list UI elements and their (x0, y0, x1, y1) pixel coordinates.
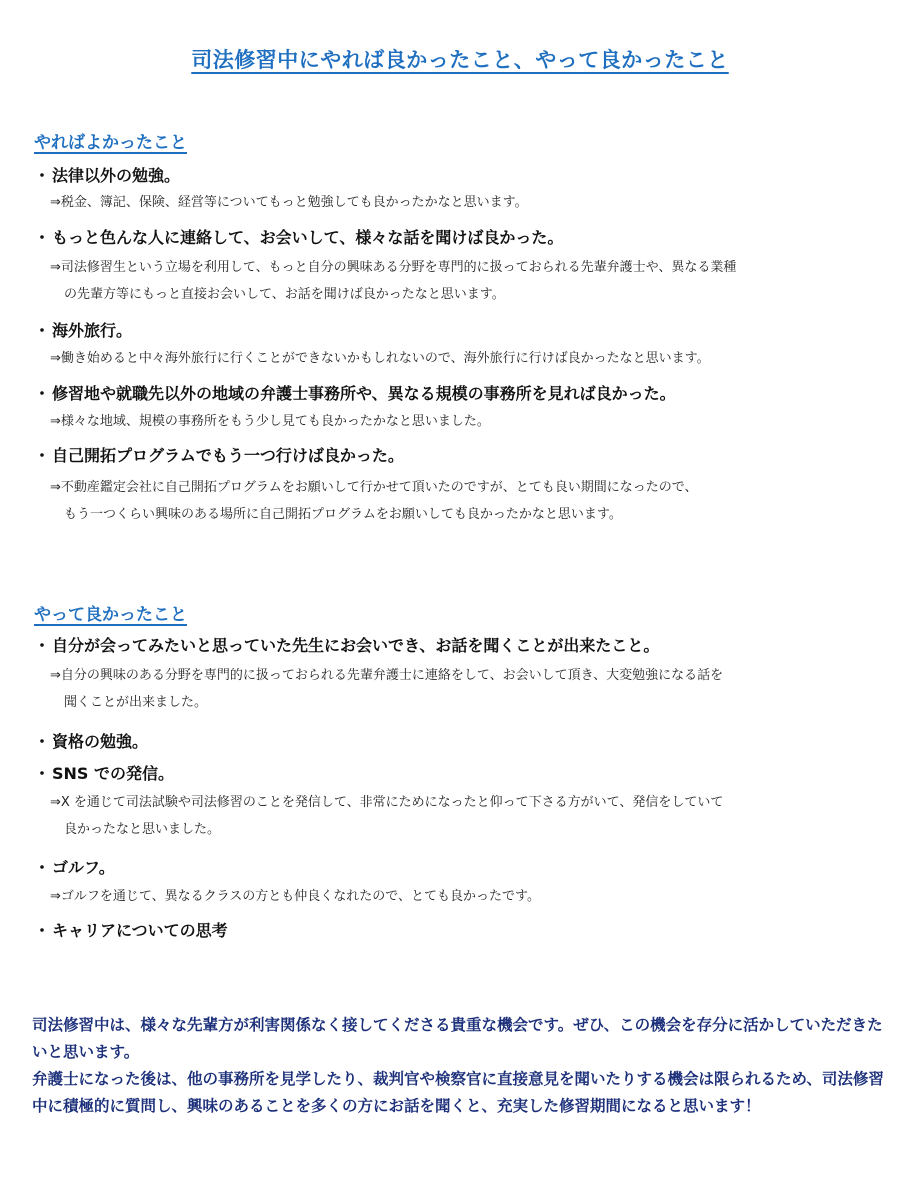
bullet: ・ (34, 636, 51, 655)
list-item-head: ・ 修習地や就職先以外の地域の弁護士事務所や、異なる規模の事務所を見れば良かった。 (34, 381, 676, 404)
list-item-head: ・ 法律以外の勉強。 (34, 163, 180, 186)
list-item-body: ⇒様々な地域、規模の事務所をもう少し見ても良かったかなと思いました。 (50, 414, 490, 429)
closing-paragraph: 司法修習中は、様々な先輩方が利害関係なく接してくださる貴重な機会です。ぜひ、この機会を存分に活かしていただきたいと思います。 (32, 1016, 883, 1061)
section-heading-should-have-done: やればよかったこと (34, 133, 187, 153)
list-item-body: ⇒司法修習生という立場を利用して、もっと自分の興味ある分野を専門的に扱っておられる先輩弁護士や、異なる業種 の先輩方等にもっと直接お会いして、お話を聞けば良かったなと思います。 (50, 260, 737, 302)
list-item-head: ・ 海外旅行。 (34, 318, 132, 341)
bullet: ・ (34, 764, 51, 783)
bullet: ・ (34, 321, 51, 340)
closing-message (32, 1012, 892, 1120)
bullet: ・ (34, 921, 51, 940)
list-item-head: ・ キャリアについての思考 (34, 918, 228, 941)
bullet: ・ (34, 732, 51, 751)
list-item-body: ⇒税金、簿記、保険、経営等についてもっと勉強しても良かったかなと思います。 (50, 195, 528, 210)
list-item-head: ・ 自分が会ってみたいと思っていた先生にお会いでき、お話を聞くことが出来たこと。 (34, 633, 659, 656)
list-item-body: ⇒ゴルフを通じて、異なるクラスの方とも仲良くなれたので、とても良かったです。 (50, 889, 540, 904)
list-item-head: ・ SNS での発信。 (34, 761, 174, 784)
list-item-body: ⇒自分の興味のある分野を専門的に扱っておられる先輩弁護士に連絡をして、お会いして頂き、大変勉強になる話を 聞くことが出来ました。 (50, 668, 724, 710)
section-heading-glad-did: やって良かったこと (34, 605, 187, 625)
list-item-head: ・ 資格の勉強。 (34, 729, 148, 752)
list-item-body: ⇒不動産鑑定会社に自己開拓プログラムをお願いして行かせて頂いたのですが、とても良い期間になったので、 もう一つくらい興味のある場所に自己開拓プログラムをお願いしても良かったかなと思います。 (50, 480, 698, 522)
list-item-head: ・ もっと色んな人に連絡して、お会いして、様々な話を聞けば良かった。 (34, 225, 563, 248)
closing-paragraph: 弁護士になった後は、他の事務所を見学したり、裁判官や検察官に直接意見を聞いたりする機会は限られるため、司法修習中に積極的に質問し、興味のあることを多くの方にお話を聞くと、充実した修習期間になると思います！ (32, 1070, 884, 1115)
bullet: ・ (34, 446, 51, 465)
bullet: ・ (34, 858, 51, 877)
page-title: 司法修習中にやれば良かったこと、やって良かったこと (191, 48, 729, 72)
list-item-head: ・ 自己開拓プログラムでもう一つ行けば良かった。 (34, 443, 404, 466)
bullet: ・ (34, 166, 51, 185)
list-item-body: ⇒X を通じて司法試験や司法修習のことを発信して、非常にためになったと仰って下さる方がいて、発信をしていて 良かったなと思いました。 (50, 795, 724, 837)
list-item-head: ・ ゴルフ。 (34, 855, 115, 878)
bullet: ・ (34, 228, 51, 247)
list-item-body: ⇒働き始めると中々海外旅行に行くことができないかもしれないので、海外旅行に行けば良かったなと思います。 (50, 351, 710, 366)
bullet: ・ (34, 384, 51, 403)
